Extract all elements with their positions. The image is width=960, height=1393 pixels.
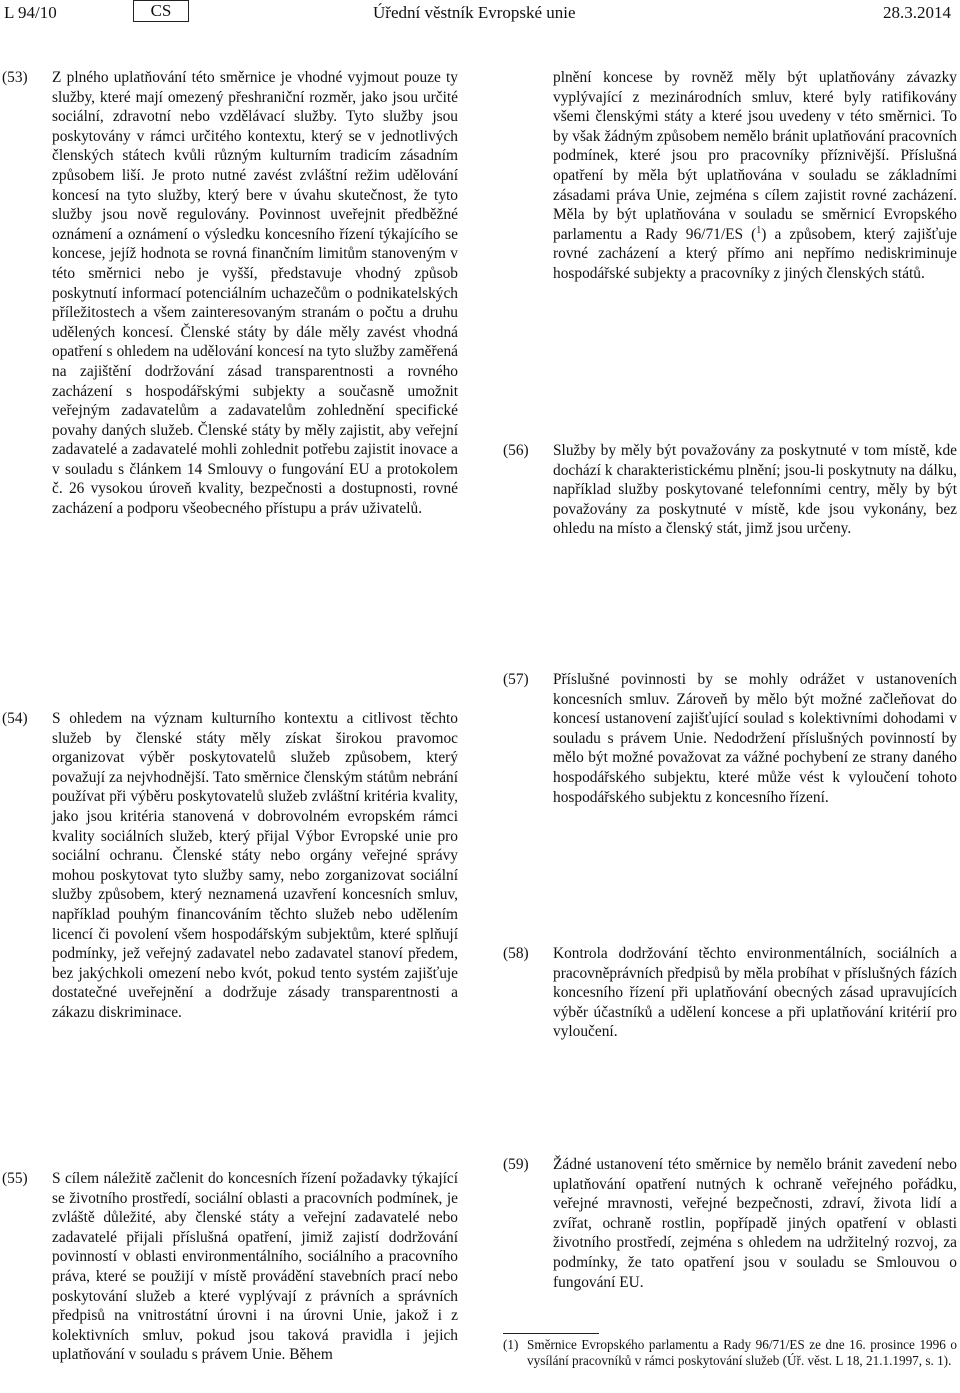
- recital-55-continuation: [553, 68, 957, 284]
- recital-text: S cílem náležitě začlenit do koncesních řízení požadavky týkající se životního prostředí, sociální oblasti a pracovních podmínek, je zvláště důležité, aby členské státy a veřejní zadavatelé nebo zadavatelé přijali příslušná opatření, jimiž zajistí dodržování povinností v oblasti environmentálního, sociálního a pracovního práva, které se použijí v místě provádění stavebních prací nebo poskytování služeb a které vyplývají z právních a správních předpisů na vnitrostátní úrovni i na úrovni Unie, jakož i z kolektivních smluv, pokud jsou taková pravidla i jejich uplatňování v souladu s právem Unie. Během: [52, 1170, 458, 1364]
- recital-number: (59): [503, 1156, 529, 1173]
- footnote-number: (1): [503, 1337, 519, 1352]
- recital-text: Z plného uplatňování této směrnice je vhodné vyjmout pouze ty služby, které mají omezený přeshraniční rozměr, jako jsou určité sociální, zdravotní nebo vzdělávací služby. Tyto služby jsou poskytovány v rámci určitého kontextu, který se v jednotlivých členských státech kvůli různým kulturním tradicím zásadním způsobem liší. Je proto nutné zavést zvláštní režim udělování koncesí na tyto služby, který bere v úvahu skutečnost, že tyto služby jsou nově regulovány. Povinnost uveřejnit předběžné oznámení a oznámení o výsledku koncesního řízení týkajícího se koncese, jejíž hodnota se rovná finančním limitům stanoveným v této směrnici nebo je vyšší, představuje vhodný způsob poskytnutí informací potenciálním uchazečům o podnikatelských příležitostech a všem zainteresovaným stranám o počtu a druhu udělených koncesí. Členské státy by dále měly zavést vhodná opatření s ohledem na udělování koncesí na tyto služby zaměřená na zajištění dodržování zásad transparentnosti a rovného zacházení s hospodářskými subjekty a současně umožnit veřejným zadavatelům a zadavatelům zohlednění specifické povahy daných služeb. Členské státy by měly zajistit, aby veřejní zadavatelé a zadavatelé mohli zohlednit potřebu zajistit inovace a v souladu s článkem 14 Smlouvy o fungování EU a protokolem č. 26 vysokou úroveň kvality, bezpečnosti a dostupnosti, rovné zacházení a podporu všeobecného přístupu a práv uživatelů.: [52, 69, 458, 518]
- recital-number: (58): [503, 945, 529, 962]
- page-number: L 94/10: [4, 3, 57, 22]
- recital-text: Služby by měly být považovány za poskytnuté v tom místě, kde dochází k charakteristickému plnění; jsou-li poskytnuty na dálku, například služby poskytované telefonními centry, měly by být považovány za poskytnuté v místě, kde jsou vykonány, bez ohledu na místo a členský stát, jimž jsou určeny.: [553, 442, 957, 538]
- recital-number: (54): [2, 710, 28, 727]
- recital-text: S ohledem na význam kulturního kontextu a citlivost těchto služeb by členské státy měly získat širokou pravomoc organizovat výběr poskytovatelů služeb způsobem, který považují za nejvhodnější. Tato směrnice členským státům nebrání používat při výběru poskytovatelů služeb zvláštní kritéria kvality, jako jsou kritéria stanovená v dobrovolném evropském rámci kvality sociálních služeb, který přijal Výbor Evropské unie pro sociální ochranu. Členské státy nebo orgány veřejné správy mohou poskytovat tyto služby samy, nebo zorganizovat sociální služby způsobem, který neznamená uzavření koncesních smluv, například pouhým financováním těchto služeb nebo udělením licencí či povolení všem hospodářským subjektům, které splňují podmínky, jež veřejný zadavatel nebo zadavatel stanoví předem, bez jakýchkoli omezení nebo kvót, pokud tento systém zajišťuje dostatečné uveřejnění a dodržuje zásady transparentnosti a zákazu diskriminace.: [52, 710, 458, 1021]
- language-code: CS: [133, 0, 189, 22]
- continuation-text: plnění koncese by rovněž měly být uplatňovány závazky vyplývající z mezinárodních smluv, které byly ratifikovány všemi členskými státy a které jsou uvedeny v této směrnici. To by však žádným způsobem nemělo bránit uplatňování pracovních podmínek, které jsou pro pracovníky příznivější. Příslušná opatření by měla být uplatňována v souladu se základními zásadami práva Unie, zejména s cílem zajistit rovné zacházení. Měla by být uplatňována v souladu se směrnicí Evropského parlamentu a Rady 96/71/ES (: [553, 69, 957, 243]
- recital-text: Žádné ustanovení této směrnice by nemělo bránit zavedení nebo uplatňování opatření nutných k ochraně veřejného pořádku, veřejné mravnosti, veřejné bezpečnosti, zdraví, života lidí a zvířat, ochraně rostlin, popřípadě jiných opatření v oblasti životního prostředí, zejména s ohledem na udržitelný rozvoj, za podmínky, že tato opatření jsou v souladu se Smlouvou o fungování EU.: [553, 1156, 957, 1291]
- recital-number: (57): [503, 671, 529, 688]
- journal-title: Úřední věstník Evropské unie: [373, 3, 576, 22]
- footnote-separator: [503, 1333, 599, 1334]
- continuation-text-end: ) a způsobem, který zajišťuje rovné zacházení a který přímo ani nepřímo nediskriminuje hospodářské subjekty a pracovníky z jiných členských států.: [553, 225, 957, 282]
- recital-number: (53): [2, 69, 28, 86]
- recital-number: (56): [503, 442, 529, 459]
- recital-number: (55): [2, 1170, 28, 1187]
- footnote-text: Směrnice Evropského parlamentu a Rady 96/71/ES ze dne 16. prosince 1996 o vysílání pracovníků v rámci poskytování služeb (Úř. věst. L 18, 21.1.1997, s. 1).: [527, 1337, 957, 1368]
- recital-text: Kontrola dodržování těchto environmentálních, sociálních a pracovněprávních předpisů by měla probíhat v příslušných fázích koncesního řízení při uplatňování obecných zásad upravujících výběr účastníků a udělení koncese a při uplatňování kritérií pro vyloučení.: [553, 945, 957, 1041]
- recital-text: Příslušné povinnosti by se mohly odrážet v ustanoveních koncesních smluv. Zároveň by mělo být možné začleňovat do koncesí ustanovení zajišťující soulad s kolektivními dohodami v souladu s právem Unie. Nedodržení příslušných povinností by mělo být možné považovat za vážné pochybení ze strany daného hospodářského subjektu, které může vést k vyloučení tohoto hospodářského subjektu z koncesního řízení.: [553, 671, 957, 806]
- publication-date: 28.3.2014: [883, 3, 951, 22]
- page-header: [0, 0, 960, 26]
- footnote-ref: 1: [756, 224, 762, 236]
